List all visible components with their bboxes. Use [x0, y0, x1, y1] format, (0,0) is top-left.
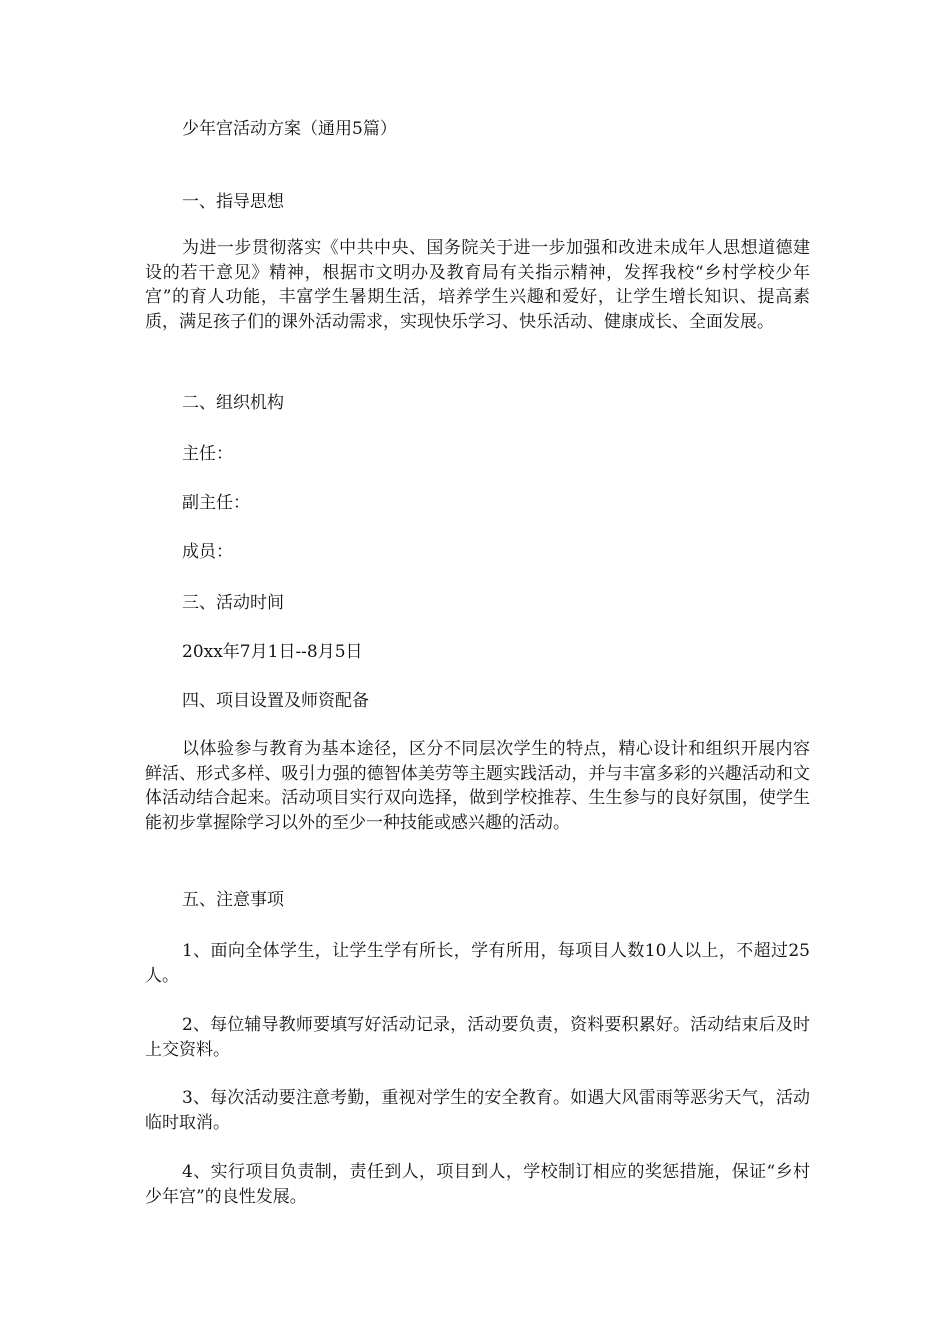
section-3-heading: 三、活动时间 [182, 593, 284, 613]
activity-period: 20xx年7月1日--8月5日 [182, 642, 363, 662]
section-2-heading: 二、组织机构 [182, 393, 284, 413]
note-item-1: 1、面向全体学生，让学生学有所长，学有所用，每项目人数10人以上，不超过25人。 [145, 941, 810, 986]
deputy-director-label: 副主任： [182, 493, 250, 513]
section-1-paragraph: 为进一步贯彻落实《中共中央、国务院关于进一步加强和改进未成年人思想道德建设的若干意见》精神，根据市文明办及教育局有关指示精神，发挥我校“乡村学校少年宫”的育人功能，丰富学生暑期生活，培养学生兴趣和爱好，让学生增长知识、提高素质，满足孩子们的课外活动需求，实现快乐学习、快乐活动、健康成长、全面发展。 [145, 238, 810, 332]
note-item-2: 2、每位辅导教师要填写好活动记录，活动要负责，资料要积累好。活动结束后及时上交资料。 [145, 1015, 810, 1060]
section-1-heading: 一、指导思想 [182, 192, 284, 212]
members-label: 成员： [182, 542, 233, 562]
note-item-4: 4、实行项目负责制，责任到人，项目到人，学校制订相应的奖惩措施，保证“乡村少年宫”的良性发展。 [145, 1162, 810, 1207]
section-5-heading: 五、注意事项 [182, 890, 284, 910]
section-4-paragraph: 以体验参与教育为基本途径，区分不同层次学生的特点，精心设计和组织开展内容鲜活、形式多样、吸引力强的德智体美劳等主题实践活动，并与丰富多彩的兴趣活动和文体活动结合起来。活动项目实行双向选择，做到学校推荐、生生参与的良好氛围，使学生能初步掌握除学习以外的至少一种技能或感兴趣的活动。 [145, 739, 810, 833]
note-item-3: 3、每次活动要注意考勤，重视对学生的安全教育。如遇大风雷雨等恶劣天气，活动临时取消。 [145, 1088, 810, 1133]
section-4-heading: 四、项目设置及师资配备 [182, 691, 369, 711]
director-label: 主任： [182, 444, 233, 464]
document-title: 少年宫活动方案（通用5篇） [182, 119, 397, 139]
